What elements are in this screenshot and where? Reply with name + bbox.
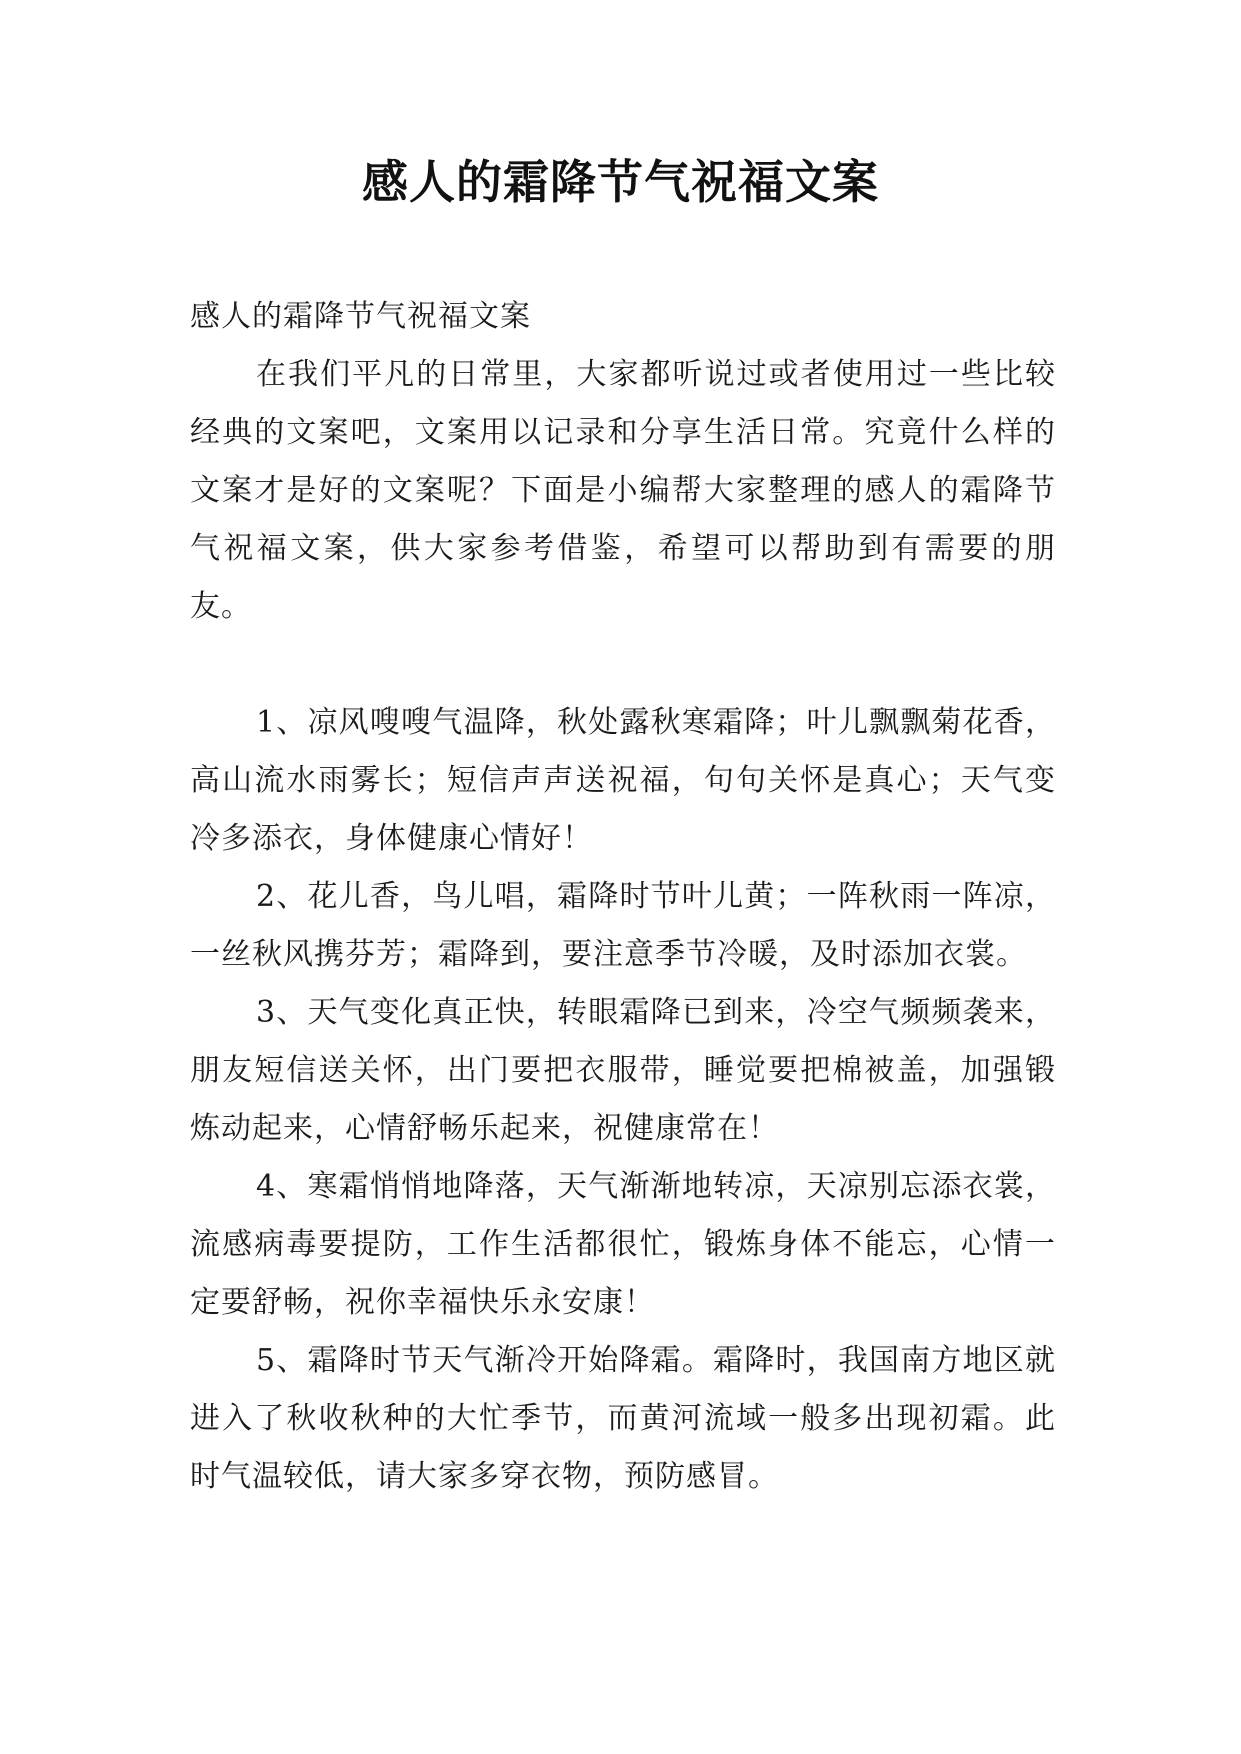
paragraph-spacer — [190, 636, 1056, 694]
list-item: 3、天气变化真正快，转眼霜降已到来，冷空气频频袭来，朋友短信送关怀，出门要把衣服带，睡觉要把棉被盖，加强锻炼动起来，心情舒畅乐起来，祝健康常在！ — [190, 995, 1056, 1146]
document-title: 感人的霜降节气祝福文案 — [362, 155, 879, 209]
list-item: 5、霜降时节天气渐冷开始降霜。霜降时，我国南方地区就进入了秋收秋种的大忙季节，而黄河流域一般多出现初霜。此时气温较低，请大家多穿衣物，预防感冒。 — [190, 1343, 1056, 1494]
list-item: 1、凉风嗖嗖气温降，秋处露秋寒霜降；叶儿飘飘菊花香，高山流水雨雾长；短信声声送祝福，句句关怀是真心；天气变冷多添衣，身体健康心情好！ — [190, 705, 1056, 856]
list-item: 2、花儿香，鸟儿唱，霜降时节叶儿黄；一阵秋雨一阵凉，一丝秋风携芬芳；霜降到，要注意季节冷暖，及时添加衣裳。 — [190, 879, 1056, 972]
document-subtitle: 感人的霜降节气祝福文案 — [190, 299, 531, 334]
list-item: 4、寒霜悄悄地降落，天气渐渐地转凉，天凉别忘添衣裳，流感病毒要提防，工作生活都很忙，锻炼身体不能忘，心情一定要舒畅，祝你幸福快乐永安康！ — [190, 1169, 1056, 1320]
document-body — [190, 288, 1056, 1506]
intro-paragraph: 在我们平凡的日常里，大家都听说过或者使用过一些比较经典的文案吧，文案用以记录和分享生活日常。究竟什么样的文案才是好的文案呢？下面是小编帮大家整理的感人的霜降节气祝福文案，供大家参考借鉴，希望可以帮助到有需要的朋友。 — [190, 357, 1056, 624]
